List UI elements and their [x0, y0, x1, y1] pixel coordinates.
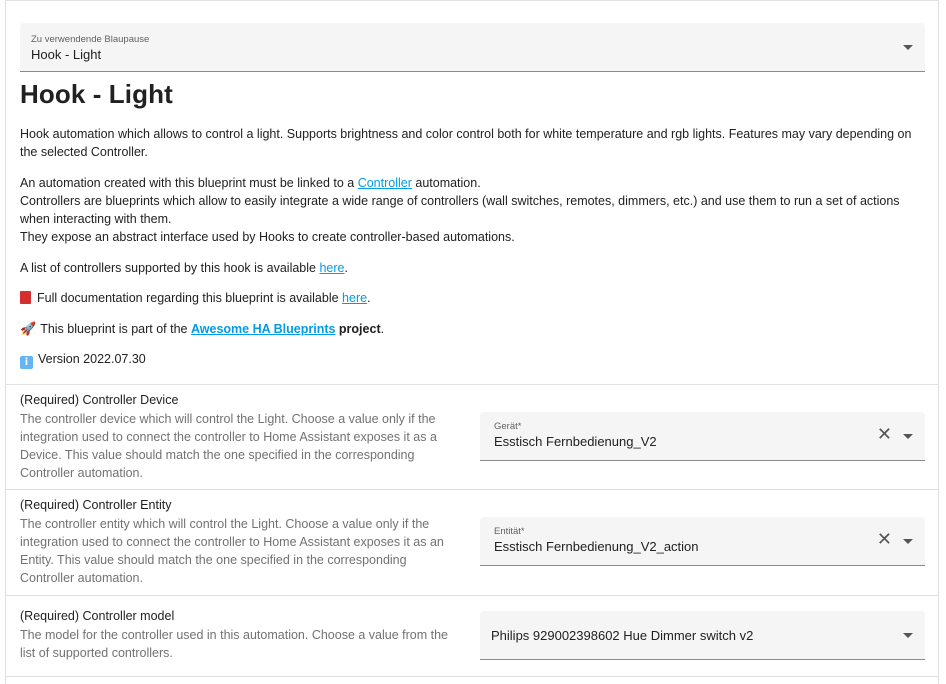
input-title: (Required) Controller model	[20, 609, 175, 623]
chevron-down-icon[interactable]	[903, 633, 913, 638]
controller-link-text-before: An automation created with this blueprint must be linked to a	[20, 176, 358, 190]
entity-select-value: Esstisch Fernbedienung_V2_action	[494, 539, 699, 554]
input-description: The controller entity which will control the Light. Choose a value only if the integration used to connect the controller to Home Assistant exposes it as an Entity. This value should match the one specified in the corresponding Controller automation.	[20, 517, 444, 585]
chevron-down-icon[interactable]	[903, 434, 913, 439]
supported-text: A list of controllers supported by this hook is available	[20, 261, 320, 275]
blueprint-card	[5, 0, 939, 684]
device-select-value: Esstisch Fernbedienung_V2	[494, 434, 657, 449]
rocket-icon: 🚀	[20, 322, 37, 337]
chevron-down-icon[interactable]	[903, 539, 913, 544]
input-row-controller-entity	[6, 489, 939, 595]
book-icon	[20, 291, 31, 304]
blueprint-select-value: Hook - Light	[31, 47, 102, 62]
next-input-row	[6, 676, 939, 684]
blueprint-select[interactable]	[20, 23, 925, 72]
clear-icon[interactable]: ✕	[876, 529, 892, 550]
project-link[interactable]: Awesome HA Blueprints	[190, 322, 336, 336]
project-period: .	[380, 322, 385, 336]
documentation-paragraph	[20, 289, 930, 307]
device-select-label: Gerät*	[494, 421, 522, 432]
input-description: The model for the controller used in this automation. Choose a value from the list of supported controllers.	[20, 628, 449, 660]
clear-icon[interactable]: ✕	[876, 424, 892, 445]
documentation-text-after: .	[367, 291, 371, 305]
controller-model-value: Philips 929002398602 Hue Dimmer switch v2	[491, 628, 754, 643]
controllers-interface: They expose an abstract interface used by Hooks to create controller-based automations.	[20, 230, 515, 244]
controller-model-select[interactable]	[480, 611, 925, 660]
entity-select[interactable]	[480, 517, 925, 566]
project-text: This blueprint is part of the	[40, 322, 191, 336]
supported-controllers-link[interactable]: here	[319, 261, 345, 275]
blueprint-select-label: Zu verwendende Blaupause	[31, 34, 150, 45]
chevron-down-icon[interactable]	[903, 45, 913, 50]
controller-link[interactable]: Controller	[357, 176, 412, 190]
controllers-explanation: Controllers are blueprints which allow to easily integrate a wide range of controllers (wall switches, remotes, dimmers, etc.) and use them to run a set of actions when interacting with them.	[20, 194, 900, 226]
supported-text-after: .	[344, 261, 348, 275]
controller-link-paragraph	[20, 174, 930, 246]
device-select[interactable]	[480, 412, 925, 461]
version-paragraph	[20, 350, 930, 369]
entity-select-label: Entität*	[494, 526, 525, 537]
input-row-controller-device	[6, 384, 939, 490]
version-text: Version 2022.07.30	[38, 352, 146, 366]
input-title: (Required) Controller Entity	[20, 498, 172, 512]
blueprint-title: Hook - Light	[20, 79, 173, 109]
input-title: (Required) Controller Device	[20, 393, 179, 407]
project-text-after: project	[335, 322, 381, 336]
controller-link-text-after: automation.	[411, 176, 481, 190]
input-row-controller-model	[6, 595, 939, 677]
input-description: The controller device which will control the Light. Choose a value only if the integration used to connect the controller to Home Assistant exposes it as a Device. This value should match the one specified in the corresponding Controller automation.	[20, 412, 437, 480]
blueprint-intro: Hook automation which allows to control a light. Supports brightness and color control both for white temperature and rgb lights. Features may vary depending on the selected Controller.	[20, 127, 912, 159]
project-paragraph	[20, 320, 930, 339]
info-icon: i	[20, 356, 33, 369]
documentation-link[interactable]: here	[342, 291, 368, 305]
supported-controllers-paragraph	[20, 259, 930, 277]
documentation-text: Full documentation regarding this blueprint is available	[37, 291, 343, 305]
